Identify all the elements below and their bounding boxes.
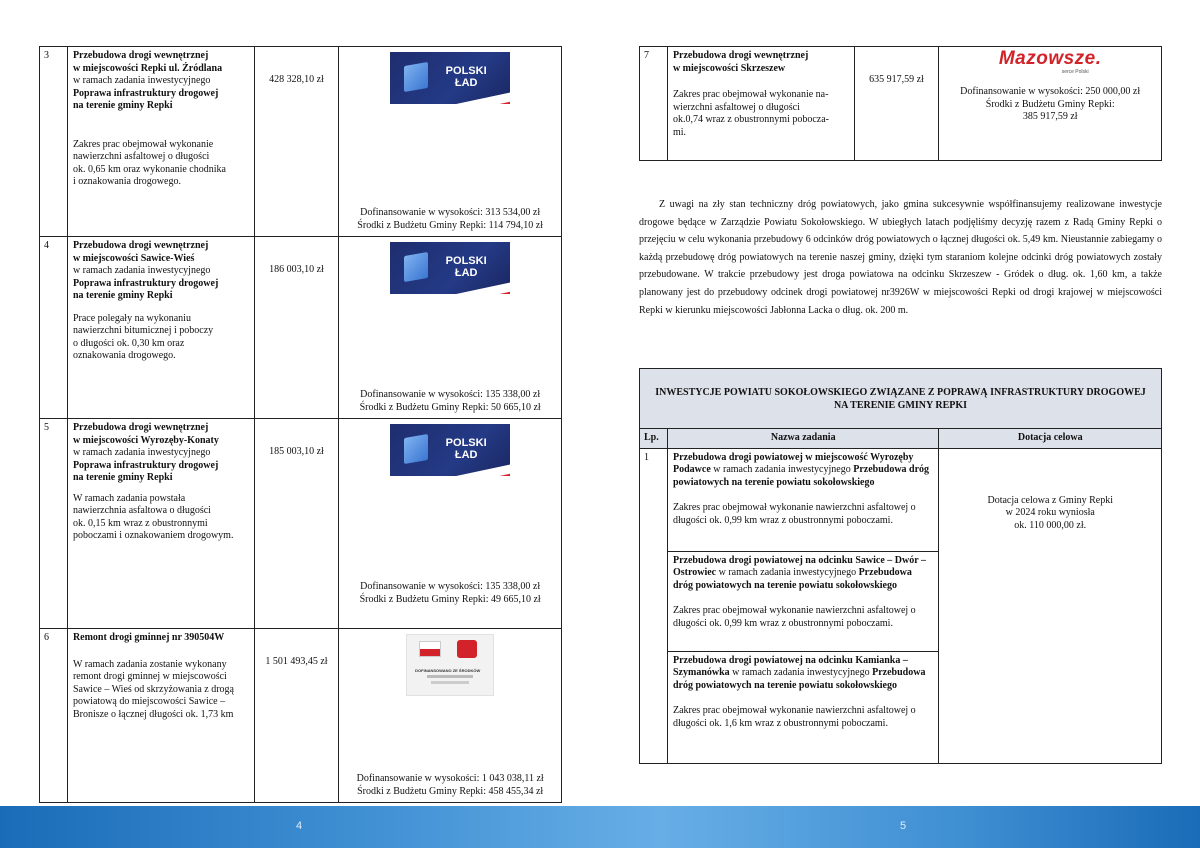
funding-amount: Dofinansowanie w wysokości: 1 043 038,11 zł	[356, 773, 544, 784]
polski-lad-logo	[390, 242, 510, 294]
task-title-line: Przebudowa drogi wewnętrznej	[72, 240, 209, 251]
dotacja-cell	[939, 448, 1162, 763]
investments-table-left	[39, 46, 562, 803]
task-desc-line: W ramach zadania zostanie wykonany	[72, 658, 227, 670]
task-amount: 428 328,10 zł	[254, 47, 339, 237]
municipal-funds: Środki z Budżetu Gminy Repki: 49 665,10 zł	[359, 594, 541, 605]
funding-amount: Dofinansowanie w wysokości: 135 338,00 zł	[360, 581, 541, 592]
task-title-line: Przebudowa drogi wewnętrznej	[72, 50, 209, 61]
task-program: Przebudowa dróg powiatowych na terenie powiatu sokołowskiego	[672, 464, 930, 488]
funding-cell	[339, 629, 562, 803]
table-row	[640, 47, 1162, 161]
task-subtitle: w ramach zadania inwestycyjnego	[710, 464, 854, 475]
task-amount: 1 501 493,45 zł	[254, 629, 339, 803]
polski-lad-logo	[390, 424, 510, 476]
task-desc-line: W ramach zadania powstała	[72, 492, 186, 504]
task-title: Przebudowa drogi powiatowej na odcinku Kamianka – Szymanówka	[672, 654, 908, 678]
funding-cell	[339, 419, 562, 629]
municipal-funds: Środki z Budżetu Gminy Repki: 50 665,10 zł	[359, 402, 541, 413]
task-desc-line: Sawice – Wieś od skrzyżowania z drogą	[72, 683, 234, 695]
mazowsze-logo-tagline: serce Polski	[1061, 68, 1089, 75]
polski-lad-logo-text: POLSKI ŁAD	[445, 437, 487, 461]
task-desc-line: Bronisze o łącznej długości ok. 1,73 km	[72, 708, 234, 720]
task-amount: 185 003,10 zł	[254, 419, 339, 629]
task-cell	[67, 237, 254, 419]
page-number-right: 5	[900, 820, 907, 832]
municipal-funds: Środki z Budżetu Gminy Repki:	[985, 98, 1115, 110]
task-title-line: w miejscowości Skrzeszew	[672, 62, 786, 74]
task-desc-line: Zakres prac obejmował wykonanie na-	[672, 89, 829, 100]
task-amount: 186 003,10 zł	[254, 237, 339, 419]
polski-lad-logo	[390, 52, 510, 104]
task-desc-line: remont drogi gminnej w miejscowości	[72, 671, 227, 682]
task-desc-line: mi.	[672, 126, 686, 138]
task-cell	[67, 629, 254, 803]
task-desc-line: nawierzchni bitumicznej i poboczy	[72, 325, 214, 336]
task-desc-line: nawierzchnia asfaltowa o długości	[72, 505, 211, 516]
task-subtitle: w ramach zadania inwestycyjnego	[729, 667, 873, 678]
task-program-line: na terenie gminy Repki	[72, 100, 173, 111]
task-program-line: Poprawa infrastruktury drogowej	[72, 87, 219, 99]
investments-table-right	[639, 46, 1162, 161]
eagle-emblem-icon	[457, 640, 477, 658]
task-cell	[67, 419, 254, 629]
task-title-line: Remont drogi gminnej nr 390504W	[72, 632, 225, 643]
table-row	[40, 629, 562, 803]
task-program-line: na terenie gminy Repki	[72, 290, 173, 301]
task-desc-line: oznakowania drogowego.	[72, 350, 176, 361]
funding-amount: Dofinansowanie w wysokości: 313 534,00 zł	[360, 207, 541, 218]
funding-cell	[339, 237, 562, 419]
task-cell	[67, 47, 254, 237]
task-subtitle: w ramach zadania inwestycyjnego	[72, 447, 211, 458]
task-desc-line: powiatową do miejscowości Sawice –	[72, 696, 226, 707]
column-header: Nazwa zadania	[667, 429, 938, 449]
table-row	[40, 47, 562, 237]
funding-amount: Dofinansowanie w wysokości: 250 000,00 zł	[960, 86, 1141, 97]
task-desc-line: ok. 0,15 km wraz z obustronnymi	[72, 517, 208, 529]
municipal-funds: Środki z Budżetu Gminy Repki: 458 455,34 zł	[357, 786, 544, 797]
table-title: INWESTYCJE POWIATU SOKOŁOWSKIEGO ZWIĄZANE Z POPRAWĄ INFRASTRUKTURY DROGOWEJ NA TERENIE GMINY REPKI	[640, 369, 1162, 429]
cube-icon	[404, 62, 428, 92]
row-number: 1	[640, 448, 668, 763]
dofinansowano-logo	[406, 634, 494, 696]
column-header: Dotacja celowa	[939, 429, 1162, 449]
footer-band	[0, 806, 1200, 848]
task-program-line: na terenie gminy Repki	[72, 472, 173, 483]
task-desc-line: wierzchni asfaltowej o długości	[672, 101, 800, 113]
task-title-line: Przebudowa drogi wewnętrznej	[672, 50, 809, 61]
funding-amount: Dofinansowanie w wysokości: 135 338,00 zł	[360, 389, 541, 400]
county-task-cell	[667, 448, 938, 551]
body-paragraph: Z uwagi na zły stan techniczny dróg powiatowych, jako gmina sukcesywnie współfinansujemy realizowane inwestycje drogowe będące w Zarządzie Powiatu Sokołowskiego. W ubiegłych latach podjęliśmy decyzję razem z Radą Gminy Repki o przejęciu w celu wykonania przebudowy 6 odcinków dróg powiatowych o łącznej długości ok. 5,49 km. Nieustannie zabiegamy o każdą przebudowę dróg powiatowych na terenie naszej gminy, dzięki tym staraniom kolejne odcinki dróg powiatowych zostały przebudowane. W trakcie przebudowy jest droga powiatowa na odcinku Skrzeszew - Gródek o dług. ok. 1,60 km, a także planowany jest do przebudowy odcinek drogi powiatowej nr3926W w miejscowości Repki od drogi krajowej w miejscowości Repki w kierunku miejscowości Jabłonna Lacka o dług. ok. 200 m.	[639, 199, 1162, 316]
dofinansowano-logo-text: DOFINANSOWANO ZE ŚRODKÓW	[415, 668, 481, 673]
task-amount: 635 917,59 zł	[854, 47, 939, 161]
table-row	[640, 448, 1162, 551]
task-title-line: w miejscowości Repki ul. Źródlana	[72, 62, 223, 74]
page-5	[600, 0, 1200, 848]
task-program-line: Poprawa infrastruktury drogowej	[72, 459, 219, 471]
municipal-funds-amount: 385 917,59 zł	[1022, 111, 1078, 122]
dotacja-line: w 2024 roku wyniosła	[1005, 507, 1095, 518]
task-desc-line: ok. 0,65 km oraz wykonanie chodnika	[72, 163, 226, 175]
polish-flag-icon	[419, 641, 441, 657]
task-desc: Zakres prac obejmował wykonanie nawierzchni asfaltowej o długości ok. 1,6 km wraz z obustronnymi poboczami.	[672, 705, 916, 729]
task-title: Przebudowa drogi powiatowej w miejscowość Wyrozęby Podawce	[672, 451, 914, 475]
task-desc-line: Prace polegały na wykonaniu	[72, 312, 191, 324]
task-desc-line: i oznakowania drogowego.	[72, 176, 181, 187]
task-subtitle: w ramach zadania inwestycyjnego	[72, 265, 211, 276]
task-title-line: w miejscowości Wyrozęby-Konaty	[72, 434, 219, 446]
polski-lad-logo-text: POLSKI ŁAD	[445, 65, 487, 89]
funding-cell	[939, 47, 1162, 161]
row-number: 3	[40, 47, 68, 237]
county-investments-table	[639, 368, 1162, 764]
task-desc: Zakres prac obejmował wykonanie nawierzchni asfaltowej o długości ok. 0,99 km wraz z obustronnymi poboczami.	[672, 605, 916, 629]
county-task-cell	[667, 651, 938, 763]
funding-cell	[339, 47, 562, 237]
table-row	[40, 237, 562, 419]
row-number: 7	[640, 47, 668, 161]
task-subtitle: w ramach zadania inwestycyjnego	[72, 75, 211, 86]
task-desc-line: o długości ok. 0,30 km oraz	[72, 337, 185, 349]
column-header: Lp.	[640, 429, 668, 449]
task-subtitle: w ramach zadania inwestycyjnego	[716, 567, 859, 578]
task-cell	[667, 47, 854, 161]
polski-lad-logo-text: POLSKI ŁAD	[445, 255, 487, 279]
table-row	[40, 419, 562, 629]
county-task-cell	[667, 551, 938, 651]
dotacja-line: Dotacja celowa z Gminy Repki	[987, 494, 1113, 506]
task-desc-line: Zakres prac obejmował wykonanie	[72, 138, 214, 150]
task-program: Przebudowa dróg powiatowych na terenie powiatu sokołowskiego	[672, 567, 912, 591]
cube-icon	[404, 434, 428, 464]
row-number: 4	[40, 237, 68, 419]
task-title: Przebudowa drogi powiatowej na odcinku Sawice – Dwór – Ostrowiec	[672, 554, 926, 578]
cube-icon	[404, 252, 428, 282]
task-title-line: w miejscowości Sawice-Wieś	[72, 252, 195, 264]
row-number: 6	[40, 629, 68, 803]
task-desc-line: poboczami i oznakowaniem drogowym.	[72, 530, 234, 541]
page-number-left: 4	[296, 820, 303, 832]
task-program-line: Poprawa infrastruktury drogowej	[72, 277, 219, 289]
task-desc-line: ok.0,74 wraz z obustronnymi pobocza-	[672, 114, 830, 125]
dotacja-line: ok. 110 000,00 zł.	[1014, 519, 1087, 531]
task-desc-line: nawierzchni asfaltowej o długości	[72, 151, 210, 162]
task-title-line: Przebudowa drogi wewnętrznej	[72, 422, 209, 433]
municipal-funds: Środki z Budżetu Gminy Repki: 114 794,10 zł	[357, 220, 544, 231]
task-program: Przebudowa dróg powiatowych na terenie powiatu sokołowskiego	[672, 667, 926, 691]
mazowsze-logo: Mazowsze.	[998, 48, 1102, 69]
task-desc: Zakres prac obejmował wykonanie nawierzchni asfaltowej o długości ok. 0,99 km wraz z obustronnymi poboczami.	[672, 502, 916, 526]
row-number: 5	[40, 419, 68, 629]
